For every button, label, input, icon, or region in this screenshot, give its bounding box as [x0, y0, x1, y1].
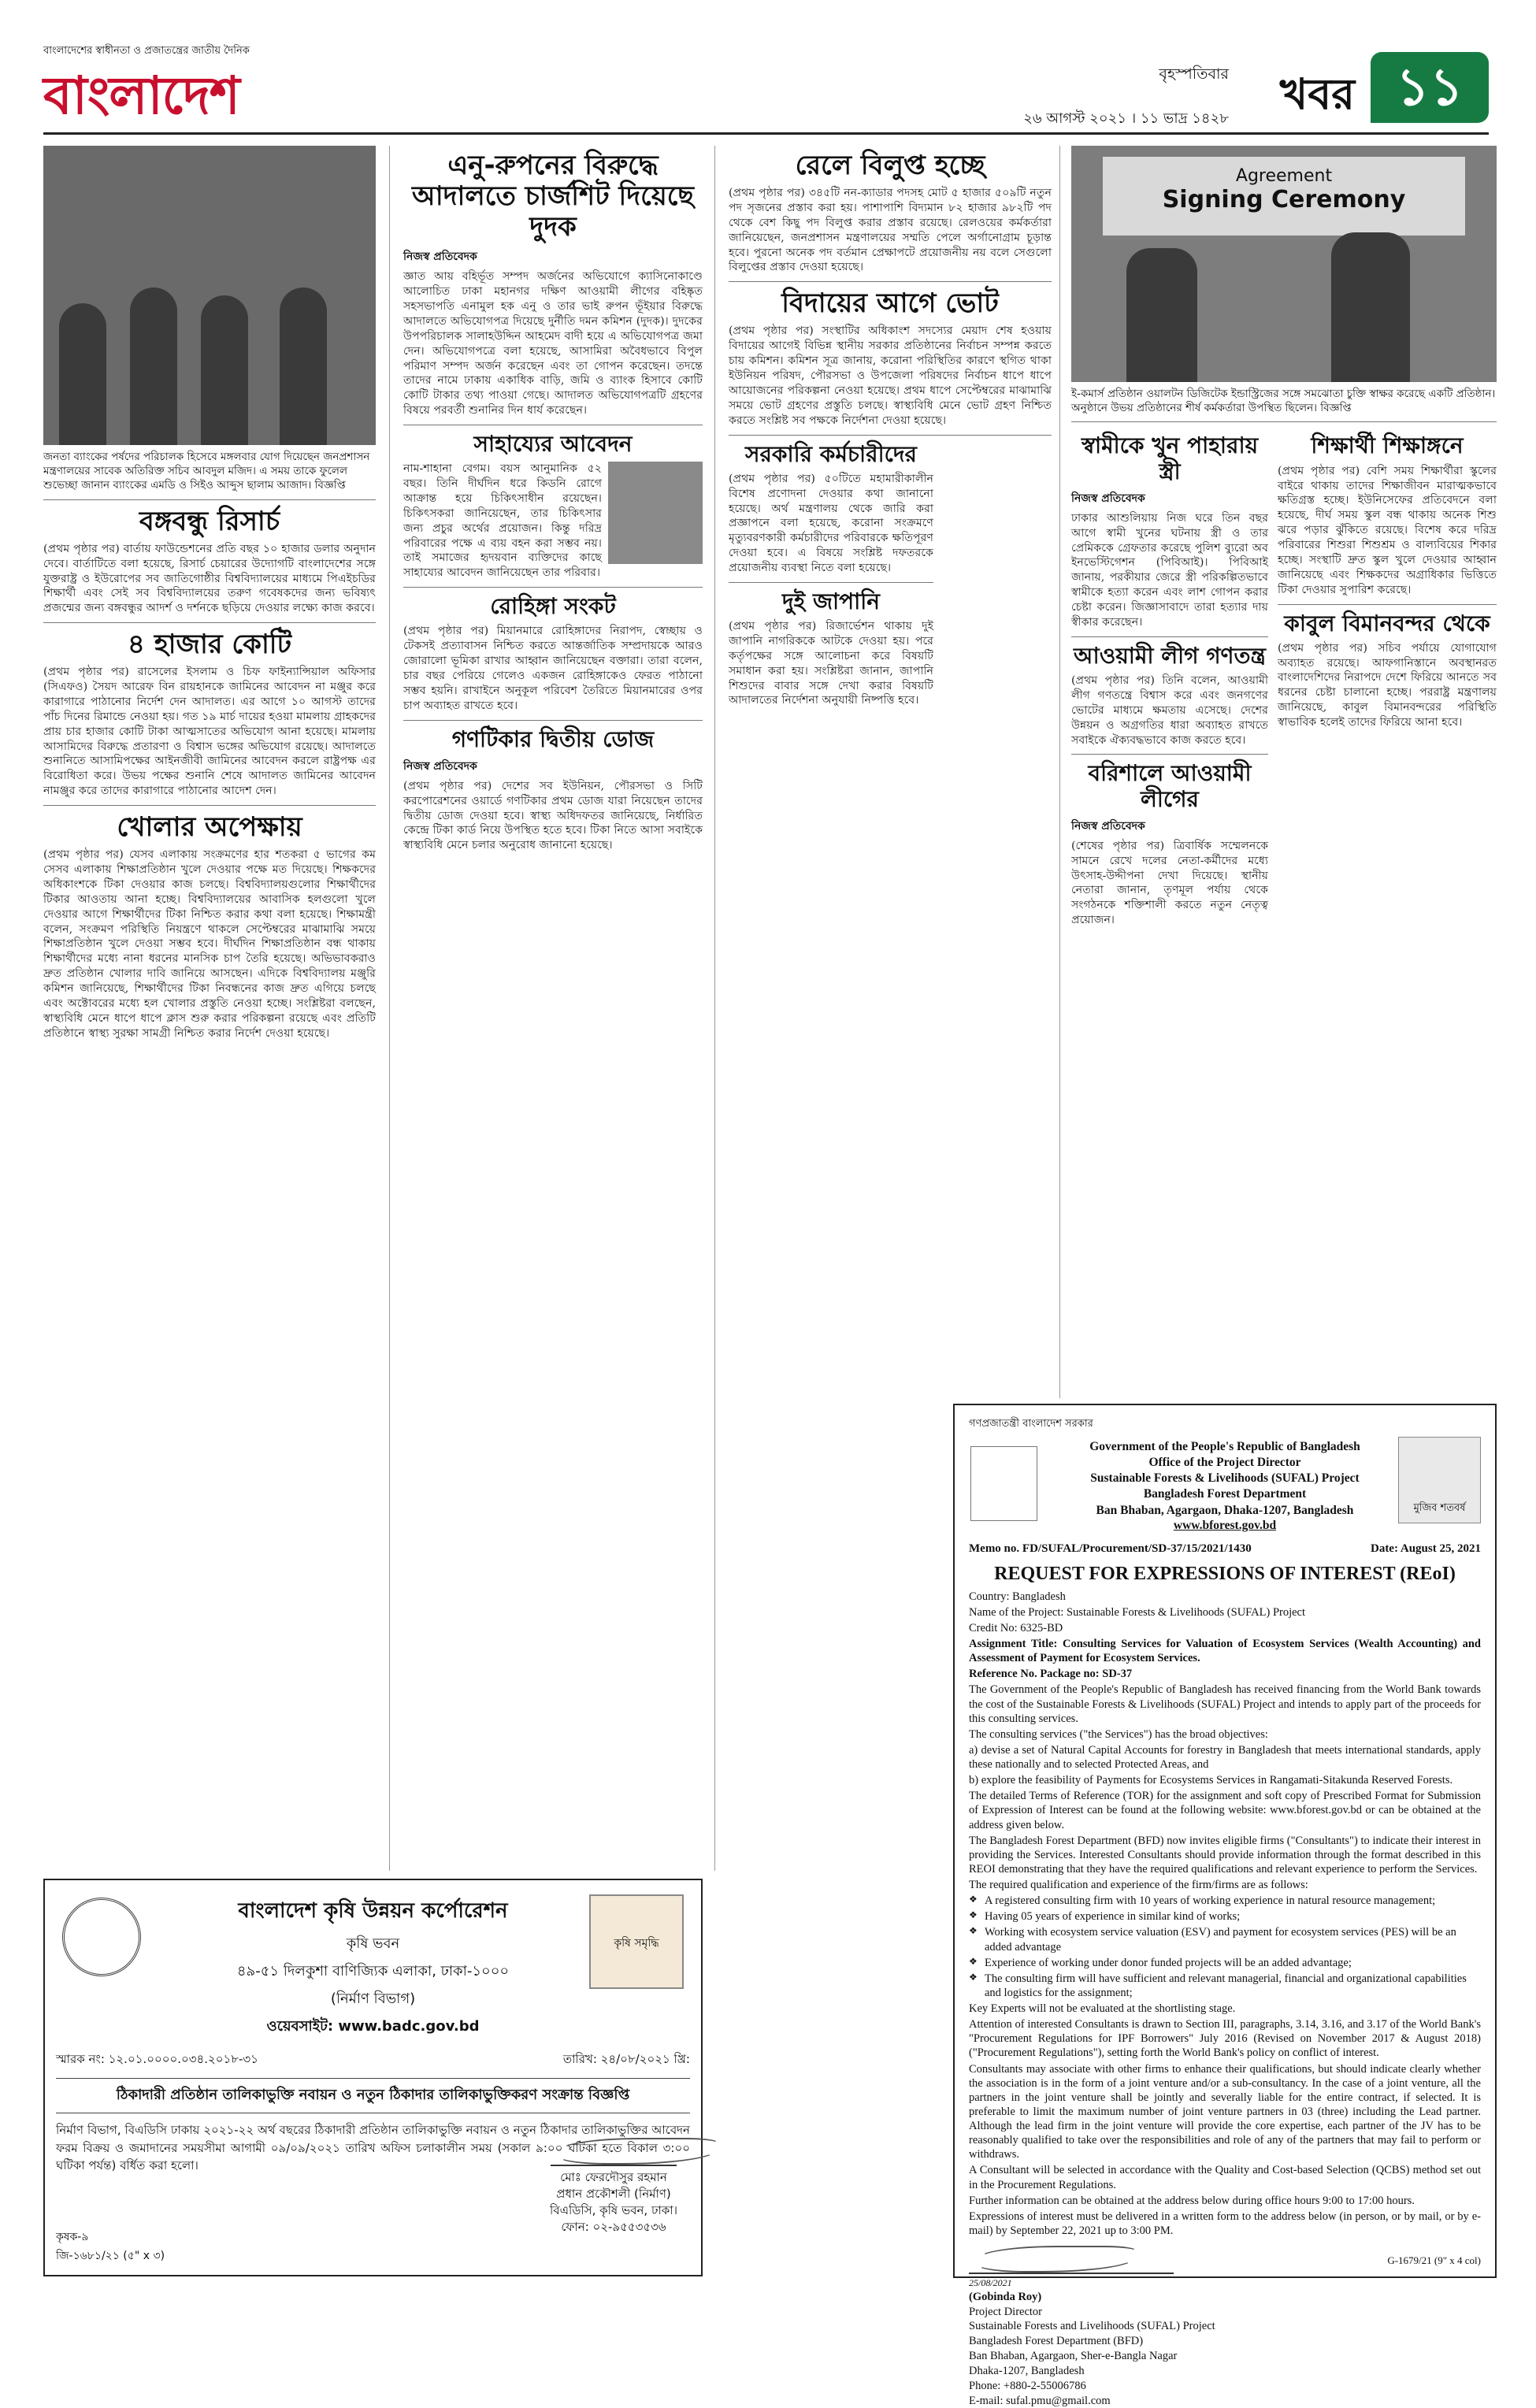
- divider: [43, 622, 376, 623]
- headline[interactable]: সাহায্যের আবেদন: [473, 431, 633, 458]
- photo-person: [1331, 232, 1410, 382]
- article-body: (প্রথম পৃষ্ঠার পর) সংস্থাটির অধিকাংশ সদস্যের মেয়াদ শেষ হওয়ায় বিদায়ের আগেই বিভিন্ন স্থানীয় সরকার প্রতিষ্ঠানের নির্বাচন সম্পন্ন করতে চায় কমিশন। কমিশন সূত্র জানায়, করোনা পরিস্থিতির কারণে স্থগিত থাকা ইউনিয়ন পরিষদ, পৌরসভা ও উপজেলা পরিষদের নির্বাচন ধাপে ধাপে আয়োজনের পরিকল্পনা নেওয়া হয়েছে। প্রথম ধাপে সেপ্টেম্বরের মাঝামাঝি সময়ে ভোট গ্রহণের প্রস্তুতি চলছে। স্বাস্থ্যবিধি মেনে ভোট গ্রহণ নিশ্চিত করতে সংশ্লিষ্ট সব পক্ষকে নির্দেশনা দেওয়া হয়েছে।: [729, 325, 1052, 427]
- article-body: (প্রথম পৃষ্ঠার পর) ৫০টিতে মহামারীকালীন বিশেষ প্রণোদনা দেওয়ার কথা জানানো হয়েছে। অর্থ মন্ত্রণালয় থেকে জারি করা প্রজ্ঞাপনে বলা হয়েছে, করোনা সংক্রমণে মৃত্যুবরণকারী কর্মচারীদের পরিবারকে ক্ষতিপূরণ দেওয়া হবে। এ বিষয়ে সংশ্লিষ্ট দফতরকে প্রয়োজনীয় ব্যবস্থা নিতে বলা হয়েছে।: [729, 472, 933, 574]
- headline[interactable]: শিক্ষার্থী শিক্ষাঙ্গনে: [1311, 432, 1464, 459]
- reoi-header: Government of the People's Republic of Bangladesh Office of the Project Director Sustainable Forests & Livelihoods (SUFAL) Project Bangladesh Forest Department Ban Bhaban, Agargaon, Dhaka-1207, Bangladesh: [1089, 1440, 1360, 1517]
- portrait-photo: [608, 462, 703, 564]
- divider: [43, 499, 376, 500]
- byline: নিজস্ব প্রতিবেদক: [1071, 819, 1145, 833]
- news-photo[interactable]: [1071, 146, 1497, 382]
- article-body: জ্ঞাত আয় বহির্ভূত সম্পদ অর্জনের অভিযোগে ক্যাসিনোকাণ্ডে আলোচিত ঢাকা মহানগর দক্ষিণ আওয়ামী লীগের বহিষ্কৃত সহসভাপতি এনামুল হক এনু ও তার ভাই রুপন ভূঁইয়ার বিরুদ্ধে আদালতে অভিযোগপত্র দিয়েছে দুর্নীতি দমন কমিশন (দুদক)। দুদকের উপপরিচালক সালাহউদ্দিন আহমেদ বাদী হয়ে এ অভিযোগপত্র জমা দেন। অভিযোগপত্রে বলা হয়েছে, আসামিরা অবৈধভাবে বিপুল পরিমাণ সম্পদ অর্জন করেছেন এবং তা গোপন করেছেন। তদন্তে তাদের নামে ঢাকায় একাধিক বাড়ি, জমি ও ব্যাংক হিসাবে কোটি কোটি টাকার তথ্য পাওয়া গেছে। আদালত অভিযোগপত্রটি গ্রহণের বিষয়ে পরবর্তী শুনানির দিন ধার্য করেছেন।: [403, 270, 703, 417]
- headline[interactable]: কাবুল বিমানবন্দর থেকে: [1284, 610, 1490, 636]
- divider: [729, 435, 1052, 436]
- issue-date: ২৬ আগস্ট ২০২১ । ১১ ভাদ্র ১৪২৮: [1023, 110, 1229, 127]
- headline[interactable]: রোহিঙ্গা সংকট: [490, 593, 616, 620]
- headline[interactable]: বিদায়ের আগে ভোট: [781, 288, 999, 320]
- reoi-website-link[interactable]: www.bforest.gov.bd: [1173, 1518, 1277, 1532]
- masthead: [0, 0, 1536, 138]
- section-name: খবর: [1279, 69, 1355, 119]
- reoi-paragraph: Country: Bangladesh: [969, 1590, 1066, 1603]
- news-photo[interactable]: [43, 146, 376, 445]
- contact-email[interactable]: E-mail: sufal.pmu@gmail.com: [969, 2394, 1111, 2407]
- divider: [729, 582, 933, 583]
- headline[interactable]: গণটিকার দ্বিতীয় ডোজ: [451, 725, 655, 752]
- photo-caption: জনতা ব্যাংকের পর্ষদের পরিচালক হিসেবে মঙ্গলবার যোগ দিয়েছেন জনপ্রশাসন মন্ত্রণালয়ের সাবেক অতিরিক্ত সচিব আবদুল মজিদ। এ সময় তাকে ফুলেল শুভেচ্ছা জানান ব্যাংকের এমডি ও সিইও আব্দুস ছালাম আজাদ। বিজ্ঞপ্তি: [43, 451, 370, 492]
- memo-number: স্মারক নং: ১২.০১.০০০০.০৩৪.২০১৮-৩১: [56, 2052, 258, 2066]
- article-body: (প্রথম পৃষ্ঠার পর) যেসব এলাকায় সংক্রমণের হার শতকরা ৫ ভাগের কম সেসব এলাকায় শিক্ষাপ্রতিষ্ঠান খুলে দেওয়ার পক্ষে মত দিয়েছে। শিক্ষকদের অধিকাংশকে টিকা দেওয়ার কাজ চলছে। বিশ্ববিদ্যালয়গুলোর শিক্ষার্থীদের টিকার আওতায় আনা হচ্ছে। বিশ্ববিদ্যালয়ের আবাসিক হলগুলো খুলে দেওয়ার আগে শিক্ষার্থীদের টিকা নিশ্চিত করার কথা বলা হয়েছে। শিক্ষামন্ত্রী বলেন, সংক্রমণ পরিস্থিতি নিয়ন্ত্রণে থাকলে সেপ্টেম্বরের মাঝামাঝি সময়ে শিক্ষাপ্রতিষ্ঠান খুলে দেওয়া সম্ভব হবে। দীর্ঘদিন শিক্ষাপ্রতিষ্ঠান বন্ধ থাকায় শিক্ষার্থীদের মধ্যে নানা ধরনের মানসিক চাপ তৈরি হয়েছে। অভিভাবকরাও দ্রুত প্রতিষ্ঠান খোলার দাবি জানিয়ে আসছেন। এদিকে বিশ্ববিদ্যালয় মঞ্জুরি কমিশন জানিয়েছে, শিক্ষার্থীদের টিকা নিবন্ধনের কাজ দ্রুত এগিয়ে চলছে এবং অক্টোবরের মধ্যে হল খোলার প্রস্তুতি নেওয়া হচ্ছে। সংশ্লিষ্টরা বলছেন, স্বাস্থ্যবিধি মেনে ধাপে ধাপে ক্লাস শুরু করার পরিকল্পনা রয়েছে এবং প্রতিটি প্রতিষ্ঠানে স্বাস্থ্য সুরক্ষা সামগ্রী নিশ্চিত করার নির্দেশ দেওয়া হয়েছে।: [43, 848, 376, 1040]
- signature-image: [969, 2243, 1174, 2274]
- sufal-logo-icon: [970, 1446, 1037, 1521]
- article-body: (প্রথম পৃষ্ঠার পর) তিনি বলেন, আওয়ামী লীগ গণতন্ত্রে বিশ্বাস করে এবং জনগণের ভোটের মাধ্যমে ক্ষমতায় এসেছে। দেশের উন্নয়ন ও অগ্রগতির ধারা অব্যাহত রাখতে সবাইকে ঐক্যবদ্ধভাবে কাজ করতে হবে।: [1071, 674, 1268, 747]
- photo-person: [280, 288, 327, 445]
- reoi-paragraph: a) devise a set of Natural Capital Accounts for forestry in Bangladesh that meets international standards, apply these nationally and to selected Protected Areas, and: [969, 1743, 1481, 1772]
- headline[interactable]: ৪ হাজার কোটি: [127, 629, 292, 661]
- photo-person: [1126, 248, 1197, 382]
- advertiser-website[interactable]: ওয়েবসাইট: www.badc.gov.bd: [266, 2018, 480, 2035]
- article-body: (প্রথম পৃষ্ঠার পর) রিজার্ভেশন থাকায় দুই জাপানি নাগরিককে আটকে দেওয়া হয়। পরে কর্তৃপক্ষের সঙ্গে আলোচনা করে বিষয়টি সমাধান করা হয়। সংশ্লিষ্টরা জানান, জাপানি শিশুদের বাবার সঙ্গে দেখা করার বিষয়টি আদালতের নির্দেশনা অনুযায়ী নিষ্পত্তি হবে।: [729, 620, 933, 707]
- reoi-paragraph: Further information can be obtained at the address below during office hours 9:00 to 17:00 hours.: [969, 2194, 1415, 2207]
- reoi-paragraph: The Bangladesh Forest Department (BFD) now invites eligible firms ("Consultants") to indicate their interest in providing the Services. Interested Consultants should provide information through the format described in this REOI demonstrating that they have the required qualifications and relevant experience to perform the Services.: [969, 1834, 1481, 1876]
- article-body: (প্রথম পৃষ্ঠার পর) মিয়ানমারে রোহিঙ্গাদের নিরাপদ, স্বেচ্ছায় ও টেকসই প্রত্যাবাসন নিশ্চিত করতে আন্তর্জাতিক সম্প্রদায়কে আরও জোরালো ভূমিকা রাখার আহ্বান জানিয়েছেন বক্তারা। তারা বলেন, চার বছর পেরিয়ে গেলেও একজন রোহিঙ্গাকেও ফেরত পাঠানো সম্ভব হয়নি। রাখাইনে অনুকূল পরিবেশ তৈরিতে মিয়ানমারের ওপর চাপ অব্যাহত রাখতে হবে।: [403, 625, 703, 712]
- photo-person: [59, 303, 106, 445]
- byline: নিজস্ব প্রতিবেদক: [403, 250, 477, 264]
- reoi-paragraph: The required qualification and experience of the firm/firms are as follows:: [969, 1879, 1308, 1892]
- byline: নিজস্ব প্রতিবেদক: [403, 759, 477, 773]
- headline[interactable]: স্বামীকে খুন পাহারায় স্ত্রী: [1081, 432, 1259, 484]
- divider: [1071, 636, 1268, 637]
- headline[interactable]: রেলে বিলুপ্ত হচ্ছে: [795, 150, 985, 181]
- headline[interactable]: এনু-রুপনের বিরুদ্ধে আদালতে চার্জশিট দিয়েছে দুদক: [411, 150, 695, 243]
- column-2: [403, 146, 703, 856]
- memo-date: Date: August 25, 2021: [1370, 1542, 1481, 1555]
- article-body: ঢাকার আশুলিয়ায় নিজ ঘরে তিন বছর আগে স্বামী খুনের ঘটনায় স্ত্রী ও তার প্রেমিককে গ্রেফতার করেছে পুলিশ ব্যুরো অব ইনভেস্টিগেশন (পিবিআই)। পিবিআই জানায়, পরকীয়ার জেরে স্ত্রী পরিকল্পিতভাবে স্বামীকে হত্যা করেন এবং লাশ গোপন করার চেষ্টা করেন। জিজ্ঞাসাবাদে তারা হত্যার দায় স্বীকার করেছেন।: [1071, 511, 1268, 629]
- signature-block: মোঃ ফেরদৌসুর রহমান প্রধান প্রকৌশলী (নির্মাণ) বিএডিসি, কৃষি ভবন, ঢাকা। ফোন: ০২-৯৫৫৩৫৩৬: [550, 2135, 677, 2235]
- reoi-paragraph: Reference No. Package no: SD-37: [969, 1668, 1133, 1681]
- qualification-list: [969, 1894, 1481, 2000]
- column-1: [43, 146, 376, 1044]
- divider: [403, 587, 703, 588]
- article-body: (প্রথম পৃষ্ঠার পর) ৩৪৫টি নন-ক্যাডার পদসহ মোট ৫ হাজার ৫০৯টি নতুন পদ সৃজনের প্রস্তাব করা হয়। পাশাপাশি বিদ্যমান ৮২ হাজার ৯৮২টি পদ থেকে বেশ কিছু পদ বিলুপ্ত করার প্রস্তাব রয়েছে। রেলওয়ের কর্মকর্তারা জানিয়েছেন, জনপ্রশাসন মন্ত্রণালয়ের সম্মতি পেলে অর্গানোগ্রাম চূড়ান্ত হবে। পুরনো অনেক পদ বর্তমান প্রেক্ষাপটে প্রয়োজনীয় নয় বলে সেগুলো বিলুপ্তের প্রস্তাব দেওয়া হয়েছে।: [729, 187, 1052, 274]
- headline[interactable]: সরকারি কর্মচারীদের: [745, 440, 917, 467]
- photo-caption: ই-কমার্স প্রতিষ্ঠান ওয়ালটন ডিজিটেক ইন্ডাস্ট্রিজের সঙ্গে সমঝোতা চুক্তি স্বাক্ষর করেছে একটি প্রতিষ্ঠান। অনুষ্ঠানে উভয় প্রতিষ্ঠানের শীর্ষ কর্মকর্তারা উপস্থিত ছিলেন। বিজ্ঞপ্তি: [1071, 388, 1496, 415]
- photo-person: [130, 288, 177, 445]
- masthead-divider: [43, 132, 1489, 135]
- signature-image: [551, 2135, 677, 2166]
- logo-tagline: বাংলাদেশের স্বাধীনতা ও প্রজাতন্ত্রের জাতীয় দৈনিক: [43, 45, 250, 57]
- reoi-paragraph: The consulting services ("the Services") has the broad objectives:: [969, 1727, 1268, 1741]
- reoi-paragraph: Expressions of interest must be delivered in a written form to the address below (in person, or by mail, or by e-mail) by September 22, 2021 up to 3:00 PM.: [969, 2209, 1481, 2237]
- badc-advertisement[interactable]: [43, 1879, 703, 2276]
- article-body: (প্রথম পৃষ্ঠার পর) দেশের সব ইউনিয়ন, পৌরসভা ও সিটি করপোরেশনের ওয়ার্ডে গণটিকার প্রথম ডোজ যারা নিয়েছেন তাদের দ্বিতীয় ডোজ দেওয়া হবে। স্বাস্থ্য অধিদফতর জানিয়েছে, নির্ধারিত কেন্দ্রে টিকা কার্ড নিয়ে উপস্থিত হতে হবে। টিকা নিতে আসা সবাইকে স্বাস্থ্যবিধি মেনে চলার অনুরোধ জানানো হয়েছে।: [403, 779, 703, 852]
- reoi-paragraph: A Consultant will be selected in accordance with the Quality and Cost-based Selection (QCBS) method set out in the Procurement Regulations.: [969, 2164, 1481, 2191]
- badc-seal-icon: [62, 1898, 141, 1976]
- memo-row: [56, 2050, 690, 2070]
- notice-title: ঠিকাদারী প্রতিষ্ঠান তালিকাভুক্তি নবায়ন ও নতুন ঠিকাদার তালিকাভুক্তিকরণ সংক্রান্ত বিজ্ঞপ্তি: [56, 2078, 690, 2113]
- memo-row: [969, 1542, 1481, 1556]
- advertiser-address: ৪৯-৫১ দিলকুশা বাণিজ্যিক এলাকা, ঢাকা-১০০০: [236, 1963, 510, 1979]
- reoi-paragraph: Assignment Title: Consulting Services for Valuation of Ecosystem Services (Wealth Accounting) and Assessment of Payment for Ecosystem Services.: [969, 1638, 1481, 1665]
- page-number-badge: ১১: [1371, 52, 1489, 123]
- newspaper-logo[interactable]: [43, 43, 406, 126]
- list-item: ❖ Working with ecosystem service valuation (ESV) and payment for ecosystem services (PES) will be an added advantage: [969, 1925, 1481, 1953]
- divider: [1071, 754, 1268, 755]
- advertiser-building: কৃষি ভবন: [346, 1935, 400, 1952]
- memo-number: Memo no. FD/SUFAL/Procurement/SD-37/15/2021/1430: [969, 1542, 1252, 1555]
- reoi-title: REQUEST FOR EXPRESSIONS OF INTEREST (REoI): [994, 1563, 1456, 1584]
- logo-name: বাংলাদেশ: [43, 65, 239, 126]
- reoi-paragraph: Consultants may associate with other firms to enhance their qualifications, but should indicate clearly whether the association is in the form of a joint venture and/or a sub-consultancy. In the case of a joint venture, all the partners in the joint venture shall be jointly and severally liable for the entire contract, if selected. It is preferable to limit the maximum number of joint venture partners in 03 (three) including the Lead partner. Although the lead firm in the joint venture will provide the core expertise, each partner of the JV has to be reasonably qualified to take over the responsibilities and role of any of the partners that may fail to perform or withdraws.: [969, 2062, 1481, 2161]
- headline[interactable]: বরিশালে আওয়ামী লীগের: [1088, 760, 1252, 812]
- divider: [43, 805, 376, 806]
- divider: [1278, 604, 1497, 605]
- gov-bangla-heading: গণপ্রজাতন্ত্রী বাংলাদেশ সরকার: [969, 1418, 1093, 1430]
- signature-block: 25/08/2021 (Gobinda Roy) Project Director Sustainable Forests and Livelihoods (SUFAL) Project Bangladesh Forest Department (BFD) Ban Bhaban, Agargaon, Sher-e-Bangla Nagar Dhaka-1207, Bangladesh Phone: +880-2-55006786 E-mail: sufal.pmu@gmail.com: [969, 2243, 1481, 2408]
- reoi-paragraph: Credit No: 6325-BD: [969, 1621, 1063, 1634]
- reoi-paragraph: b) explore the feasibility of Payments for Ecosystems Services in Rangamati-Sitakunda Reserved Forests.: [969, 1774, 1453, 1787]
- reoi-paragraph: Name of the Project: Sustainable Forests & Livelihoods (SUFAL) Project: [969, 1605, 1306, 1619]
- column-divider: [1059, 146, 1060, 1398]
- reoi-paragraph: Key Experts will not be evaluated at the shortlisting stage.: [969, 2002, 1236, 2016]
- memo-date: তারিখ: ২৪/০৮/২০২১ খ্রি:: [562, 2052, 690, 2066]
- article-body: (প্রথম পৃষ্ঠার পর) বেশি সময় শিক্ষার্থীরা স্কুলের বাইরে থাকায় তাদের শিক্ষাজীবন মারাত্মকভাবে ক্ষতিগ্রস্ত হচ্ছে। ইউনিসেফের প্রতিবেদনে বলা হয়েছে, দীর্ঘ সময় স্কুল বন্ধ থাকায় অনেক শিশু ঝরে পড়ার ঝুঁকিতে রয়েছে। বিশেষ করে দরিদ্র পরিবারের শিশুরা শিশুশ্রম ও বাল্যবিয়ের শিকার হচ্ছে। সংস্থাটি দ্রুত স্কুল খুলে দেওয়ার আহ্বান জানিয়েছে এবং শিক্ষকদের অগ্রাধিকার ভিত্তিতে টিকা দেওয়ার সুপারিশ করেছে।: [1278, 464, 1497, 596]
- mujib-centenary-logo-icon: মুজিব শতবর্ষ: [1398, 1437, 1481, 1523]
- article-body: (প্রথম পৃষ্ঠার পর) রাসেলের ইসলাম ও চিফ ফাইন্যান্সিয়াল অফিসার (সিএফও) সৈয়দ আরেফ বিন রায়হানকে জামিনের আবেদন না মঞ্জুর করে কারাগারে পাঠানোর নির্দেশ দেন আদালত। এর আগে ১০ আগস্ট তাদের পাঁচ দিনের রিমান্ডে নেওয়া হয়। গত ১৯ মার্চ দায়ের হওয়া মামলায় গ্রাহকদের প্রায় চার হাজার কোটি টাকা আত্মসাতের অভিযোগ আনা হয়েছে। মামলায় আসামিদের বিরুদ্ধে প্রতারণা ও বিশ্বাস ভঙ্গের অভিযোগ রয়েছে। আদালতে শুনানিতে আসামিপক্ষের আইনজীবী জামিনের আবেদন করলে রাষ্ট্রপক্ষ এর বিরোধিতা করে। উভয় পক্ষের শুনানি শেষে আদালত জামিনের আবেদন নামঞ্জুর করে তাদের কারাগারে পাঠানোর আদেশ দেন।: [43, 666, 376, 798]
- mujib-year-logo-icon: কৃষি সমৃদ্ধি: [589, 1894, 684, 1989]
- column-divider: [714, 146, 715, 1871]
- divider: [403, 720, 703, 721]
- reoi-paragraph: The Government of the People's Republic of Bangladesh has received financing from the World Bank towards the cost of the Sustainable Forests & Livelihoods (SUFAL) Project and intends to apply part of the proceeds for this consulting services.: [969, 1683, 1481, 1725]
- reoi-advertisement[interactable]: [953, 1404, 1497, 2407]
- ceremony-banner: Agreement Signing Ceremony: [1103, 157, 1465, 236]
- headline[interactable]: দুই জাপানি: [781, 588, 881, 614]
- article-body: (প্রথম পৃষ্ঠার পর) সচিব পর্যায়ে যোগাযোগ অব্যাহত রয়েছে। আফগানিস্তানে অবস্থানরত বাংলাদেশিদের নিরাপদে দেশে ফিরিয়ে আনতে সব ধরনের চেষ্টা চালানো হচ্ছে। পররাষ্ট্র মন্ত্রণালয় জানিয়েছে, কাবুল বিমানবন্দরের পরিস্থিতি স্বাভাবিক হলেই তাদের ফিরিয়ে আনা হবে।: [1278, 641, 1497, 729]
- divider: [729, 281, 1052, 282]
- masthead-meta: [859, 46, 1489, 132]
- issue-day: বৃহস্পতিবার: [1159, 65, 1229, 83]
- list-item: ❖ A registered consulting firm with 10 years of working experience in natural resource management;: [969, 1894, 1481, 1908]
- photo-person: [201, 295, 248, 445]
- ad-code: কৃষক-৯ জি-১৬৮১/২১ (৫" x ৩): [56, 2231, 165, 2262]
- column-divider: [389, 146, 390, 1871]
- advertiser-department: (নির্মাণ বিভাগ): [330, 1991, 416, 2007]
- byline: নিজস্ব প্রতিবেদক: [1071, 492, 1145, 505]
- article-body: (শেষের পৃষ্ঠার পর) ত্রিবার্ষিক সম্মেলনকে সামনে রেখে দলের নেতা-কর্মীদের মধ্যে উৎসাহ-উদ্দীপনা দেখা দিয়েছে। স্থানীয় নেতারা জানান, তৃণমূল পর্যায় থেকে সংগঠনকে শক্তিশালী করতে নতুন নেতৃত্ব প্রয়োজন।: [1071, 839, 1268, 927]
- divider: [1071, 421, 1497, 422]
- ad-code: G-1679/21 (9" x 4 col): [1387, 2254, 1481, 2266]
- list-item: ❖ The consulting firm will have sufficient and relevant managerial, financial and organizational capabilities and logistics for the assignment;: [969, 1972, 1481, 2000]
- reoi-paragraph: The detailed Terms of Reference (TOR) for the assignment and soft copy of Prescribed Format for Submission of Expression of Interest can be found at the following website: www.bforest.gov.bd or can be obtained at the address given below.: [969, 1790, 1481, 1831]
- article-body: নাম-শাহানা বেগম। বয়স আনুমানিক ৫২ বছর। তিনি দীর্ঘদিন ধরে কিডনি রোগে আক্রান্ত হয়ে চিকিৎসাধীন রয়েছেন। চিকিৎসকরা জানিয়েছেন, তার চিকিৎসার জন্য প্রচুর অর্থের প্রয়োজন। কিন্তু দরিদ্র পরিবারের পক্ষে এ ব্যয় বহন করা সম্ভব নয়। তাই সমাজের হৃদয়বান ব্যক্তিদের কাছে সাহায্যের আবেদন জানিয়েছেন তার পরিবার।: [403, 462, 602, 580]
- advertiser-name: বাংলাদেশ কৃষি উন্নয়ন কর্পোরেশন: [238, 1899, 508, 1923]
- column-3: [729, 146, 1052, 711]
- notice-text: নির্মাণ বিভাগ, বিএডিসি ঢাকায় ২০২১-২২ অর্থ বছরের ঠিকাদারী প্রতিষ্ঠান তালিকাভুক্তি নবায়ন ও নতুন ঠিকাদার তালিকাভুক্তির আবেদন ফরম বিক্রয় ও জমাদানের সময়সীমা আগামী ০৯/০৯/২০২১ তারিখ অফিস চলাকালীন সময় (সকাল ৯:০০ ঘটিকা হতে বিকাল ৩:০০ ঘটিকা পর্যন্ত) বর্ধিত করা হলো।: [56, 2123, 690, 2172]
- reoi-paragraph: Attention of interested Consultants is drawn to Section III, paragraphs, 3.14, 3.16, and 3.17 of the World Bank's "Procurement Regulations for IPF Borrowers" July 2016 (Revised on November 2017 & August 2018) ("Procurement Regulations"), setting forth the World Bank's policy on conflict of interest.: [969, 2018, 1481, 2060]
- article-body: (প্রথম পৃষ্ঠার পর) বার্তায় ফাউন্ডেশনের প্রতি বছর ১০ হাজার ডলার অনুদান দেবে। বার্তাটিতে বলা হয়েছে, রিসার্চ চেয়ারের উদ্যোগটি বাংলাদেশের সঙ্গে যুক্তরাষ্ট্র ও ইউরোপের সব জাতিগোষ্ঠীর বিশ্ববিদ্যালয়ের মাধ্যমে পিএইচডির শিক্ষার্থী এবং সেই সব বিশ্ববিদ্যালয়ের তরুণ গবেষকদের জন্য ভবিষ্যৎ প্রজন্মের জন্য বঙ্গবন্ধুর আদর্শ ও দর্শনকে ছড়িয়ে দেওয়ার লক্ষ্যে কাজ করবে।: [43, 542, 376, 615]
- headline[interactable]: বঙ্গবন্ধু রিসার্চ: [139, 505, 280, 537]
- list-item: ❖ Having 05 years of experience in similar kind of works;: [969, 1909, 1481, 1924]
- headline[interactable]: আওয়ামী লীগ গণতন্ত্র: [1074, 642, 1266, 669]
- headline[interactable]: খোলার অপেক্ষায়: [117, 811, 302, 844]
- list-item: ❖ Experience of working under donor funded projects will be an added advantage;: [969, 1956, 1481, 1970]
- column-4: [1071, 146, 1497, 931]
